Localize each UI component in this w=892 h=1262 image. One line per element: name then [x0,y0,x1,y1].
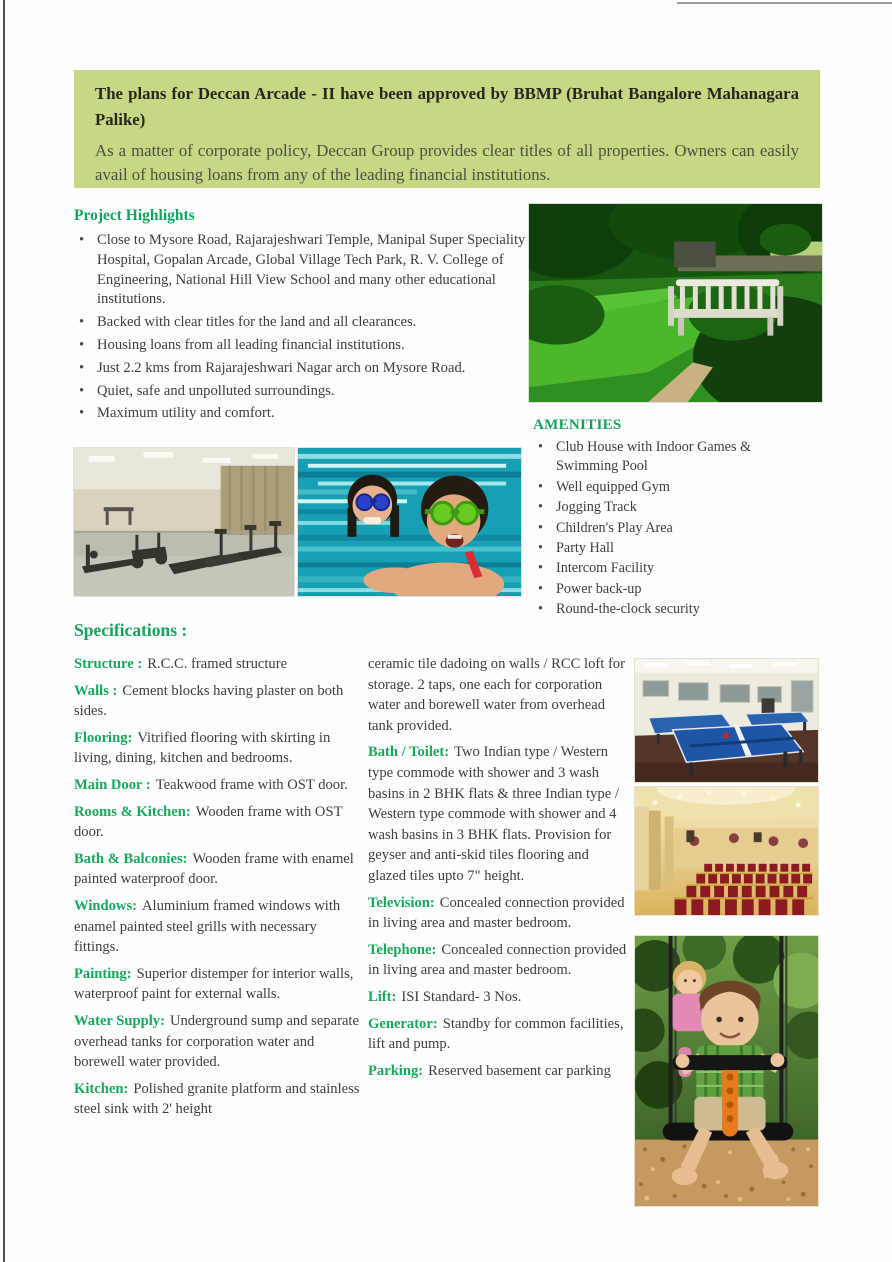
specifications-left-column [74,654,362,1126]
spec-item [368,940,628,981]
table-tennis-photo [634,658,819,783]
spec-item [74,654,362,675]
spec-text: Teakwood frame with OST door. [155,776,348,793]
spec-item [368,893,628,934]
spec-item [74,681,362,722]
spec-item [74,849,362,890]
approval-notice-box [74,70,820,188]
spec-text: Cement blocks having plaster on both sides. [74,682,344,720]
spec-item [368,1061,628,1082]
spec-text: Standby for common facilities, lift and pump. [368,1015,624,1053]
list-item: • Close to Mysore Road, Rajarajeshwari Temple, Manipal Super Speciality Hospital, Gopalan Arcade, Global Village Tech Park, R. V. College of Engineering, National Hill View School and many other educational institutions. [74,231,526,310]
list-item: • Just 2.2 kms from Rajarajeshwari Nagar arch on Mysore Road. [74,359,526,379]
spec-text: Underground sump and separate overhead tanks for corporation water and borewell water provided. [74,1012,359,1071]
swimming-pool-photo [297,447,522,597]
spec-item [74,775,362,796]
list-item: • Jogging Track [533,498,801,517]
list-item: • Round-the-clock security [533,600,801,619]
spec-item [74,964,362,1005]
list-item: • Well equipped Gym [533,478,801,497]
approval-title: The plans for Deccan Arcade - II have been approved by BBMP (Bruhat Bangalore Mahanagara Palike) [95,84,799,130]
spec-label: Windows: [74,897,137,914]
spec-label: Lift: [368,988,397,1005]
spec-item [74,1011,362,1073]
amenities-list [533,438,801,621]
list-item: • Maximum utility and comfort. [74,404,526,424]
spec-text: Wooden frame with enamel painted waterproof door. [74,850,354,888]
spec-label: Water Supply: [74,1012,165,1029]
spec-label: Parking: [368,1062,424,1079]
list-item: • Power back-up [533,580,801,599]
spec-label: Main Door : [74,776,151,793]
child-swing-photo [634,935,819,1207]
spec-item [74,728,362,769]
spec-text: Concealed connection provided in living area and master bedroom. [368,941,627,979]
spec-item [368,987,628,1008]
project-highlights-list [74,231,526,427]
spec-text: Two Indian type / Western type commode with shower and 3 wash basins in 2 BHK flats & three Indian type / Western type commode with shower and 4 wash basins in 3 BHK flats. Provision for geyser and anti-skid tiles flooring and glazed tiles upto 7" height. [368,744,619,884]
specifications-heading: Specifications : [74,620,188,640]
spec-text: Superior distemper for interior walls, waterproof paint for external walls. [74,965,354,1003]
spec-text: Polished granite platform and stainless steel sink with 2' height [74,1080,360,1118]
spec-label: Flooring: [74,729,133,746]
spec-text: Aluminium framed windows with enamel painted steel grills with necessary fittings. [74,897,341,956]
gym-photo [73,447,295,597]
list-item: • Backed with clear titles for the land and all clearances. [74,313,526,333]
spec-label: Kitchen: [74,1080,129,1097]
page-edge-line-top [677,2,892,4]
spec-text: Reserved basement car parking [428,1062,611,1079]
spec-label: Telephone: [368,941,437,958]
spec-item [74,1079,362,1120]
spec-text: Concealed connection provided in living area and master bedroom. [368,894,625,932]
list-item: • Housing loans from all leading financial institutions. [74,336,526,356]
spec-label: Bath / Toilet: [368,744,450,761]
list-item: • Quiet, safe and unpolluted surroundings. [74,382,526,402]
specifications-right-column [368,654,628,1087]
amenities-heading: AMENITIES [533,417,622,433]
list-item: • Intercom Facility [533,559,801,578]
spec-label: Generator: [368,1015,438,1032]
spec-item [74,896,362,958]
garden-photo [528,203,823,403]
spec-label: Walls : [74,682,118,699]
party-hall-photo [634,786,819,916]
project-highlights-heading: Project Highlights [74,207,195,224]
spec-text: ceramic tile dadoing on walls / RCC loft for storage. 2 taps, one each for corporation water and borewell water from overhead tank provided. [368,656,625,734]
spec-label: Rooms & Kitchen: [74,803,191,820]
spec-text: R.C.C. framed structure [147,656,288,672]
spec-label: Painting: [74,965,132,982]
spec-item [368,654,628,736]
spec-label: Bath & Balconies: [74,850,188,867]
spec-label: Television: [368,894,435,911]
spec-label: Structure : [74,656,143,672]
list-item: • Children's Play Area [533,519,801,538]
spec-text: Wooden frame with OST door. [74,803,343,841]
spec-item [368,742,628,886]
list-item: • Club House with Indoor Games & Swimming Pool [533,438,801,477]
spec-item [368,1014,628,1055]
spec-item [74,802,362,843]
page-edge-line-left [3,0,5,1262]
list-item: • Party Hall [533,539,801,558]
spec-text: Vitrified flooring with skirting in living, dining, kitchen and bedrooms. [74,729,331,767]
corporate-policy-text: As a matter of corporate policy, Deccan Group provides clear titles of all properties. Owners can easily avail of housing loans from any of the leading financial institutions. [95,141,799,184]
spec-text: ISI Standard- 3 Nos. [401,988,522,1005]
